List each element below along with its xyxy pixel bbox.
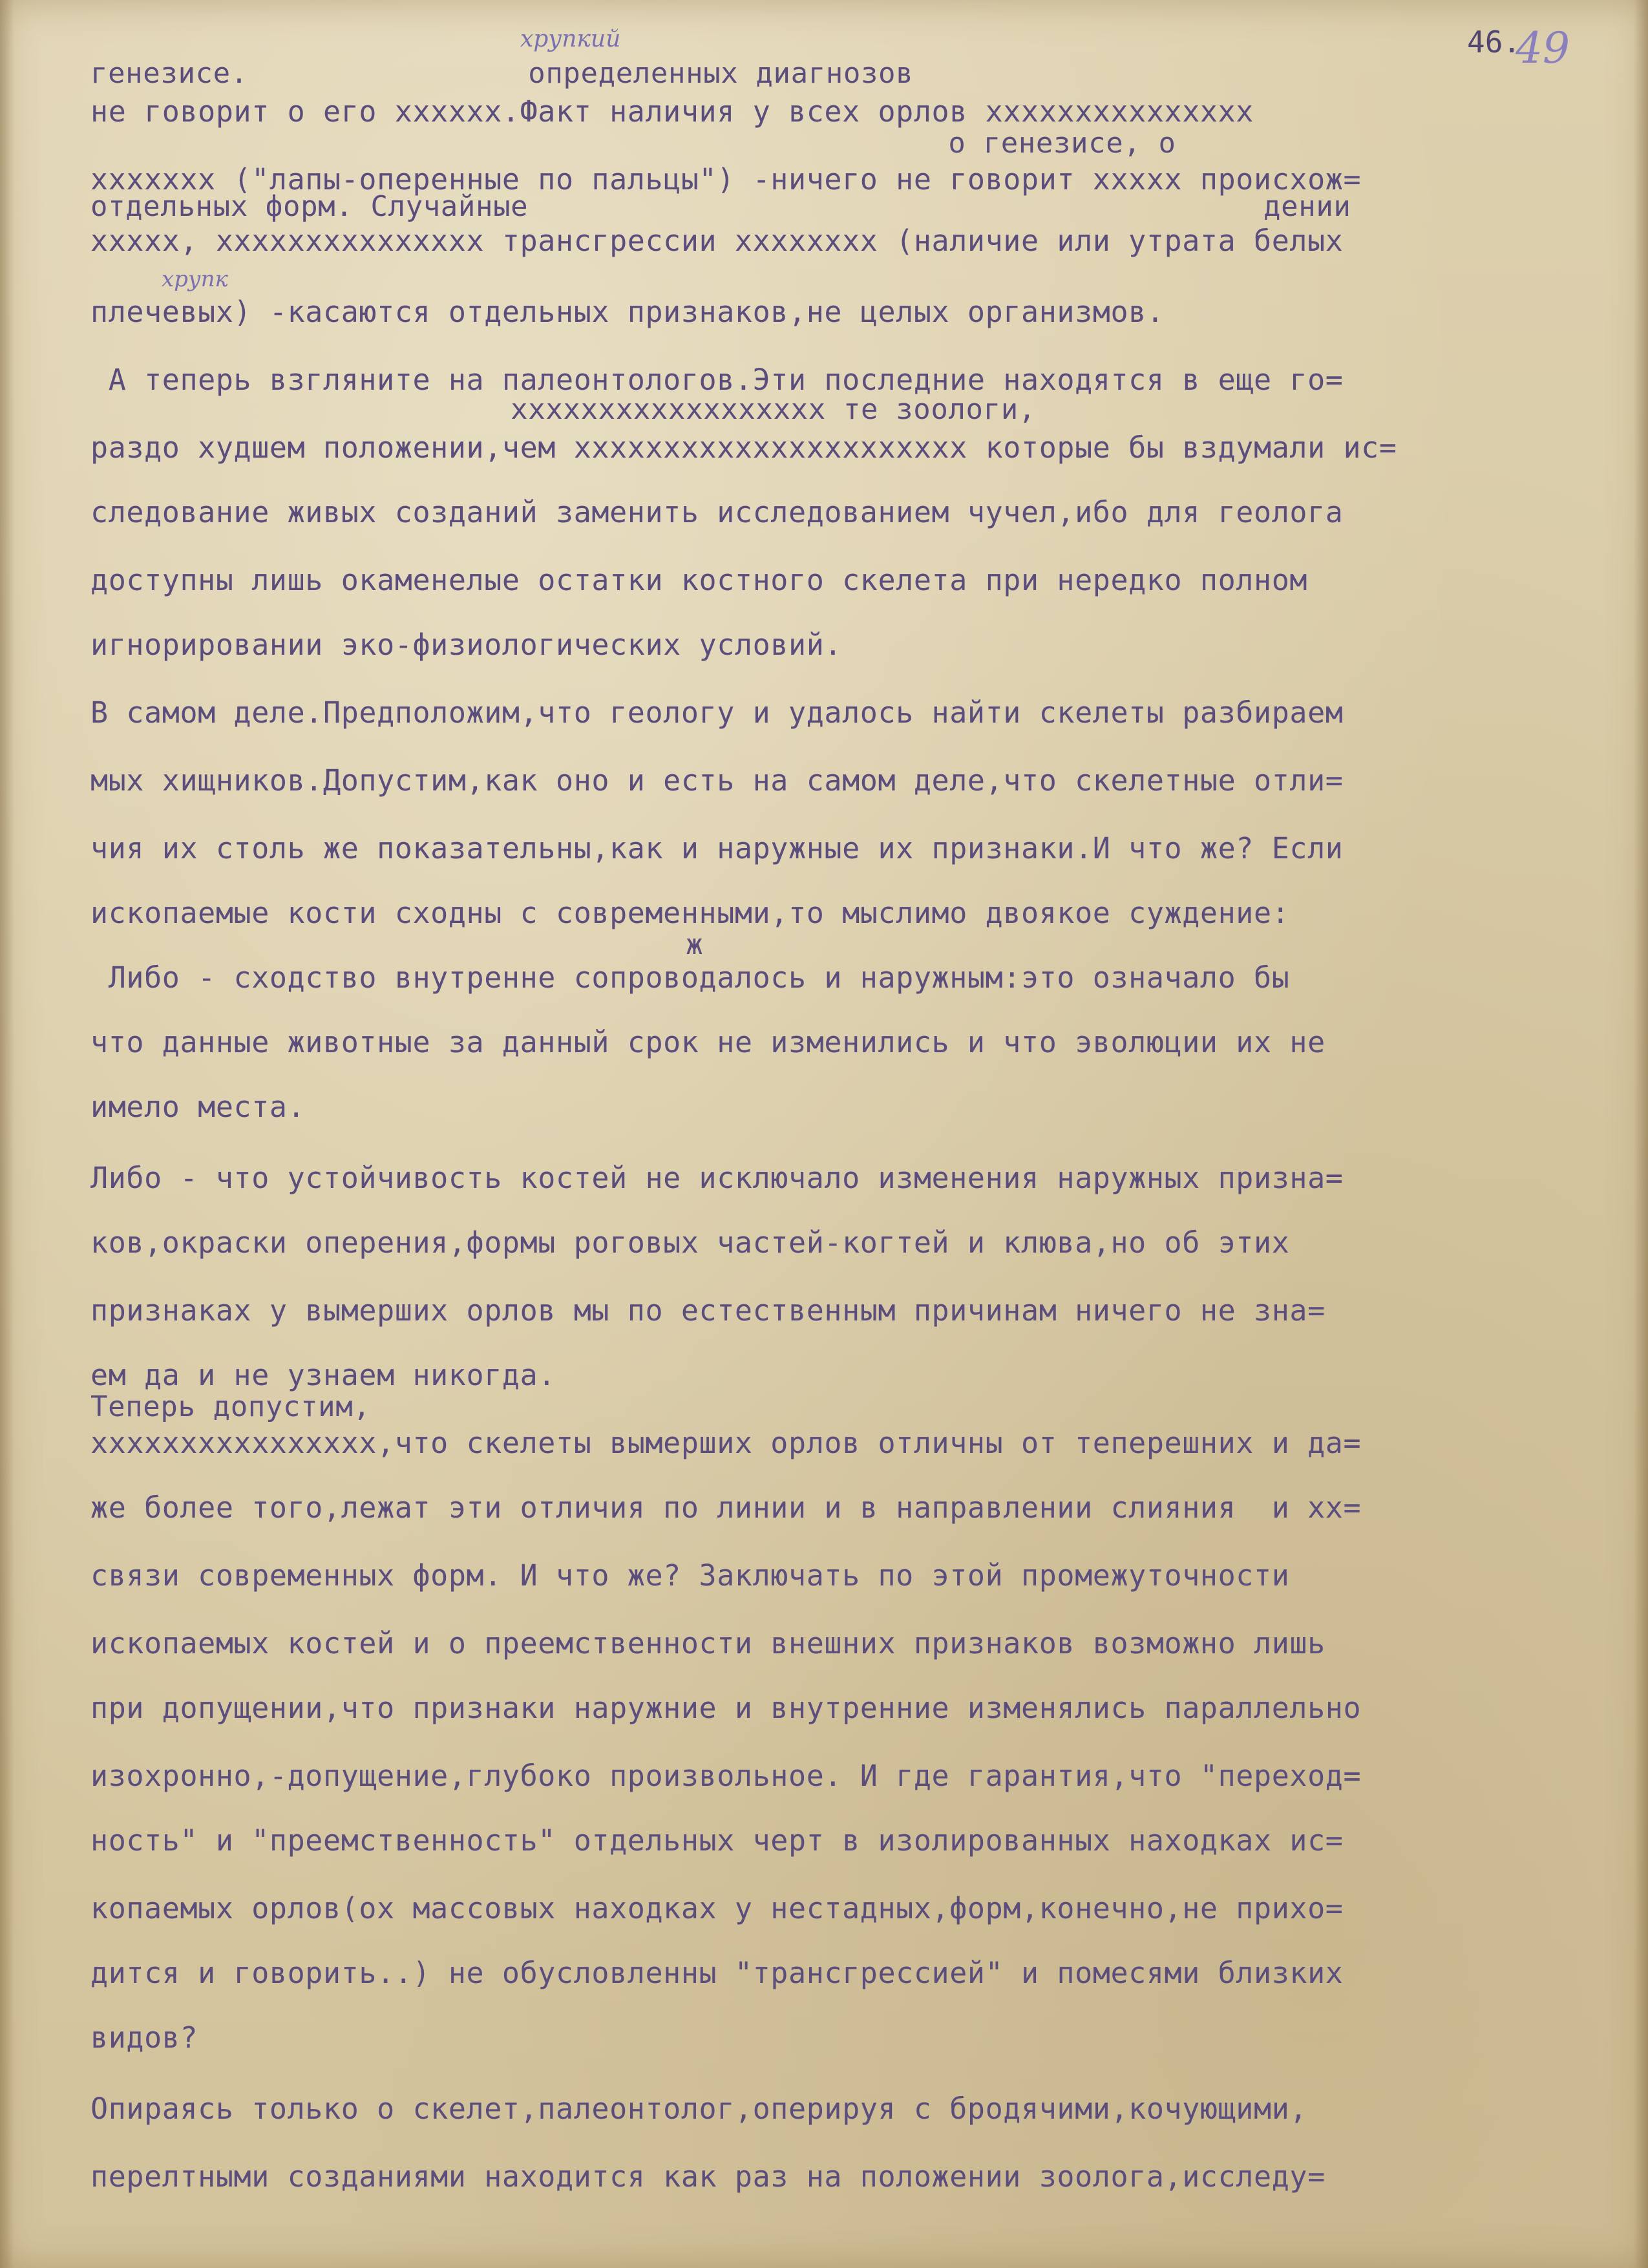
text-line: связи современных форм. И что же? Заключать по этой промежуточности bbox=[90, 1558, 1290, 1593]
text-line: плечевых) -касаются отдельных признаков,не целых организмов. bbox=[90, 295, 1165, 329]
text-line: при допущении,что признаки наружние и внутренние изменялись параллельно bbox=[90, 1691, 1362, 1725]
text-line: хххххххххххххххх,что скелеты вымерших орлов отличны от теперешних и да= bbox=[90, 1426, 1362, 1460]
text-line: В самом деле.Предположим,что геологу и удалось найти скелеты разбираем bbox=[90, 695, 1344, 730]
text-line: Либо - сходство внутренне сопроводалось и наружным:это означало бы bbox=[90, 960, 1290, 995]
text-line: не говорит о его хххххх.Факт наличия у всех орлов ххххххххххххххх bbox=[90, 94, 1254, 129]
text-line: дится и говорить..) не обусловленны "трансгрессией" и помесями близких bbox=[90, 1956, 1344, 1990]
paper-edge-right bbox=[1634, 0, 1648, 2268]
text-line: же более того,лежат эти отличия по линии и в направлении слияния и хх= bbox=[90, 1490, 1362, 1525]
text-line: доступны лишь окаменелые остатки костного скелета при нередко полном bbox=[90, 563, 1308, 597]
text-line: раздо худшем положении,чем хххххххххххххххххххххх которые бы вздумали ис= bbox=[90, 430, 1397, 465]
text-line: изохронно,-допущение,глубоко произвольное. И где гарантия,что "переход= bbox=[90, 1759, 1362, 1793]
text-line: ископаемые кости сходны с современными,то мыслимо двоякое суждение: bbox=[90, 896, 1290, 930]
handwritten-note-top: хрупкий bbox=[520, 26, 621, 52]
text-line: ков,окраски оперения,формы роговых частей-когтей и клюва,но об этих bbox=[90, 1225, 1290, 1260]
paper-edge-left bbox=[0, 0, 14, 2268]
insert-line: хххххххххххххххххх те зоологи, bbox=[90, 393, 1036, 426]
page-number-handwritten: 49 bbox=[1516, 23, 1570, 73]
text-line: ххххххх ("лапы-оперенные по пальцы") -ничего не говорит ххххх происхож= bbox=[90, 162, 1362, 196]
text-line: Опираясь только о скелет,палеонтолог,оперируя с бродячими,кочующими, bbox=[90, 2092, 1308, 2126]
page-number-typed: 46. bbox=[1467, 25, 1521, 59]
text-line: ххххх, ххххххххххххххх трансгрессии хххххххх (наличие или утрата белых bbox=[90, 224, 1344, 258]
text-line: ископаемых костей и о преемственности внешних признаков возможно лишь bbox=[90, 1626, 1326, 1660]
insert-line: генезисе. определенных диагнозов bbox=[90, 57, 914, 90]
text-line: чия их столь же показательны,как и наружные их признаки.И что же? Если bbox=[90, 831, 1344, 865]
text-line: что данные животные за данный срок не изменились и что эволюции их не bbox=[90, 1025, 1326, 1059]
text-line: имело места. bbox=[90, 1090, 306, 1124]
text-line: ность" и "преемственность" отдельных черт в изолированных находках ис= bbox=[90, 1823, 1344, 1858]
handwritten-note-margin: хрупк bbox=[162, 266, 228, 292]
text-line: следование живых созданий заменить исследованием чучел,ибо для геолога bbox=[90, 495, 1344, 529]
text-line: копаемых орлов(ох массовых находках у нестадных,форм,конечно,не прихо= bbox=[90, 1891, 1344, 1925]
text-line: А теперь взгляните на палеонтологов.Эти последние находятся в еще го= bbox=[90, 363, 1344, 397]
text-line: видов? bbox=[90, 2020, 198, 2055]
text-line: признаках у вымерших орлов мы по естественным причинам ничего не зна= bbox=[90, 1293, 1326, 1328]
insert-line: отдельных форм. Случайные дении bbox=[90, 190, 1351, 223]
text-line: мых хищников.Допустим,как оно и есть на самом деле,что скелетные отли= bbox=[90, 763, 1344, 798]
insert-line: ж bbox=[90, 928, 704, 961]
text-line: перелтными созданиями находится как раз на положении зоолога,исследу= bbox=[90, 2159, 1326, 2194]
text-line: игнорировании эко-физиологических условий. bbox=[90, 628, 843, 662]
insert-line: Теперь допустим, bbox=[90, 1390, 371, 1423]
text-line: ем да и не узнаем никогда. bbox=[90, 1358, 556, 1392]
insert-line: о генезисе, о bbox=[90, 127, 1176, 160]
text-line: Либо - что устойчивость костей не исключало изменения наружных призна= bbox=[90, 1161, 1344, 1195]
